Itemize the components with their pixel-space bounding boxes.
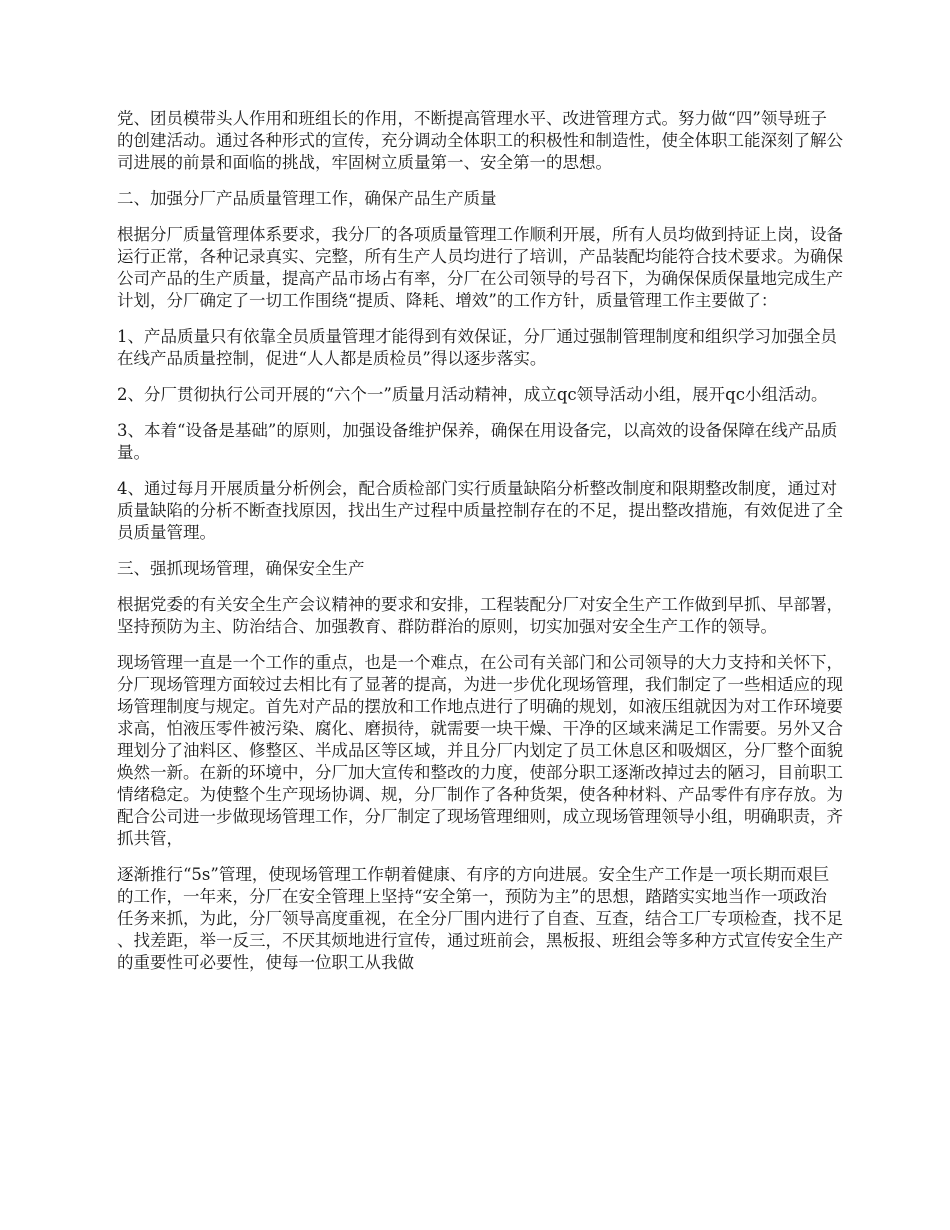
paragraph-site-management: 现场管理一直是一个工作的重点，也是一个难点，在公司有关部门和公司领导的大力支持和关怀下，分厂现场管理方面较过去相比有了显著的提高，为进一步优化现场管理，我们制定了一些相适应的现场管理制度与规定。首先对产品的摆放和工作地点进行了明确的规划，如液压组就因为对工作环境要求高，怕液压零件被污染、腐化、磨损待，就需要一块干燥、干净的区域来满足工作需要。另外又合理划分了油料区、修整区、半成品区等区域，并且分厂内划定了员工休息区和吸烟区，分厂整个面貌焕然一新。在新的环境中，分厂加大宣传和整改的力度，使部分职工逐渐改掉过去的陋习，目前职工情绪稳定。为使整个生产现场协调、规，分厂制作了各种货架，使各种材料、产品零件有序存放。为配合公司进一步做现场管理工作，分厂制定了现场管理细则，成立现场管理领导小组，明确职责，齐抓共管， bbox=[117, 653, 843, 848]
paragraph-quality-system: 根据分厂质量管理体系要求，我分厂的各项质量管理工作顺利开展，所有人员均做到持证上岗，设备运行正常，各种记录真实、完整，所有生产人员均进行了培训，产品装配均能符合技术要求。为确保公司产品的生产质量，提高产品市场占有率，分厂在公司领导的号召下，为确保保质保量地完成生产计划，分厂确定了一切工作围绕“提质、降耗、增效”的工作方针，质量管理工作主要做了： bbox=[117, 225, 843, 310]
document-body bbox=[117, 108, 843, 988]
section-heading-safety: 三、强抓现场管理，确保安全生产 bbox=[117, 559, 365, 578]
list-item-quality-2: 2、分厂贯彻执行公司开展的“六个一”质量月活动精神，成立qc领导活动小组，展开qc小组活动。 bbox=[117, 385, 828, 404]
paragraph-5s-management: 逐渐推行“5s”管理，使现场管理工作朝着健康、有序的方向进展。安全生产工作是一项长期而艰巨的工作，一年来，分厂在安全管理上坚持“安全第一，预防为主”的思想，踏踏实实地当作一项政治任务来抓，为此，分厂领导高度重视，在全分厂围内进行了自查、互查，结合工厂专项检查，找不足、找差距，举一反三，不厌其烦地进行宣传，通过班前会，黑板报、班组会等多种方式宣传安全生产的重要性可必要性，使每一位职工从我做 bbox=[117, 865, 843, 972]
list-item-quality-1: 1、产品质量只有依靠全员质量管理才能得到有效保证，分厂通过强制管理制度和组织学习加强全员在线产品质量控制，促进“人人都是质检员”得以逐步落实。 bbox=[117, 327, 837, 368]
paragraph-safety-meeting: 根据党委的有关安全生产会议精神的要求和安排，工程装配分厂对安全生产工作做到早抓、早部署，坚持预防为主、防治结合、加强教育、群防群治的原则，切实加强对安全生产工作的领导。 bbox=[117, 595, 843, 636]
paragraph-intro: 党、团员模带头人作用和班组长的作用，不断提高管理水平、改进管理方式。努力做“四”领导班子的创建活动。通过各种形式的宣传，充分调动全体职工的积极性和制造性，使全体职工能深刻了解公司进展的前景和面临的挑战，牢固树立质量第一、安全第一的思想。 bbox=[117, 109, 843, 172]
section-heading-quality: 二、加强分厂产品质量管理工作，确保产品生产质量 bbox=[117, 189, 497, 208]
list-item-quality-3: 3、本着“设备是基础”的原则，加强设备维护保养，确保在用设备完，以高效的设备保障在线产品质量。 bbox=[117, 421, 838, 462]
list-item-quality-4: 4、通过每月开展质量分析例会，配合质检部门实行质量缺陷分析整改制度和限期整改制度，通过对质量缺陷的分析不断查找原因，找出生产过程中质量控制存在的不足，提出整改措施，有效促进了全员质量管理。 bbox=[117, 479, 843, 542]
